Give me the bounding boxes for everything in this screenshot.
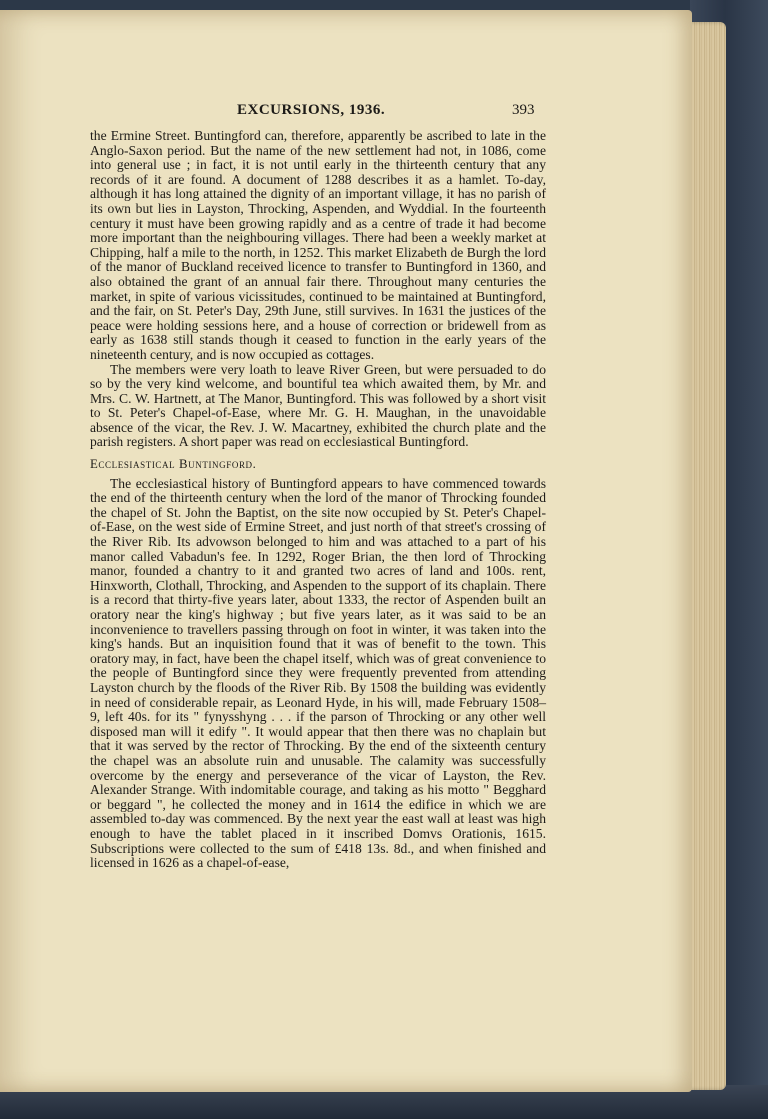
paragraph-ecclesiastical-history: The ecclesiastical history of Buntingford appears to have commenced towards the end of the thirteenth century when the lord of the manor of Throcking founded the chapel of St. John the Baptist, on the site now occupied by St. Peter's Chapel-of-Ease, on the west side of Ermine Street, and just north of that street's crossing of the River Rib. Its advowson belonged to him and was attached to a part of his manor called Vabadun's fee. In 1292, Roger Brian, the then lord of Throcking manor, founded a chantry to it and granted two acres of land and 100s. rent, Hinxworth, Clothall, Throcking, and Aspenden to the support of its chaplain. There is a record that thirty-five years later, about 1333, the rector of Aspenden built an oratory near the king's highway ; but five years later, as it was said to be an inconvenience to travellers passing through on foot in winter, it was taken into the king's hands. But an inquisition found that it was of benefit to the town. This oratory may, in fact, have been the chapel itself, which was of great convenience to the people of Buntingford since they were frequently prevented from attending Layston church by the floods of the River Rib. By 1508 the building was evidently in need of considerable repair, as Leonard Hyde, in his will, made February 1508–9, left 40s. for its " fynysshyng . . . if the parson of Throcking or any other well disposed man will it edify ". It would appear that then there was no chaplain but that it was served by the rector of Throcking. By the end of the sixteenth century the chapel was an absolute ruin and unusable. The calamity was successfully overcome by the energy and perseverance of the vicar of Layston, the Rev. Alexander Strange. With indomitable courage, and taking as his motto " Begghard or beggard ", he collected the money and in 1614 the edifice in which we are assembled to-day was commenced. By the next year the east wall at least was high enough to have the tablet placed in it inscribed Domvs Orationis, 1615. Subscriptions were collected to the sum of £418 13s. 8d., and when finished and licensed in 1626 as a chapel-of-ease,	[90, 475, 546, 871]
paragraph-continuation: the Ermine Street. Buntingford can, therefore, apparently be ascribed to late in the Anglo-Saxon period. But the name of the new settlement had not, in 1086, come into general use ; in fact, it is not until early in the thirteenth century that any records of it are found. A document of 1288 describes it as a hamlet. To-day, although it has long attained the dignity of an important village, it has no parish of its own but lies in Layston, Throcking, Aspenden, and Wyddial. In the fourteenth century it must have been growing rapidly and as a centre of trade it had become more important than the neighbouring villages. There had been a weekly market at Chipping, half a mile to the north, in 1252. This market Elizabeth de Burgh the lord of the manor of Buckland received licence to transfer to Buntingford in 1360, and also obtained the grant of an annual fair there. Throughout many centuries the market, in spite of various vicissitudes, continued to be maintained at Buntingford, and the fair, on St. Peter's Day, 29th June, still survives. In 1631 the justices of the peace were holding sessions here, and a house of correction or bridewell from as early as 1638 still stands though it ceased to function in the early years of the nineteenth century, and is now occupied as cottages.	[90, 128, 546, 362]
section-heading: Ecclesiastical Buntingford.	[90, 457, 257, 472]
paragraph-visit: The members were very loath to leave River Green, but were persuaded to do so by the very kind welcome, and bountiful tea which awaited them, by Mr. and Mrs. C. W. Hartnett, at The Manor, Buntingford. This was followed by a short visit to St. Peter's Chapel-of-Ease, where Mr. G. H. Maughan, in the unavoidable absence of the vicar, the Rev. J. W. Macartney, exhibited the church plate and the parish registers. A short paper was read on ecclesiastical Buntingford.	[90, 361, 546, 450]
running-head	[0, 102, 692, 124]
running-title: EXCURSIONS, 1936.	[237, 102, 386, 118]
body-text	[90, 129, 546, 871]
page-number: 393	[512, 102, 535, 118]
